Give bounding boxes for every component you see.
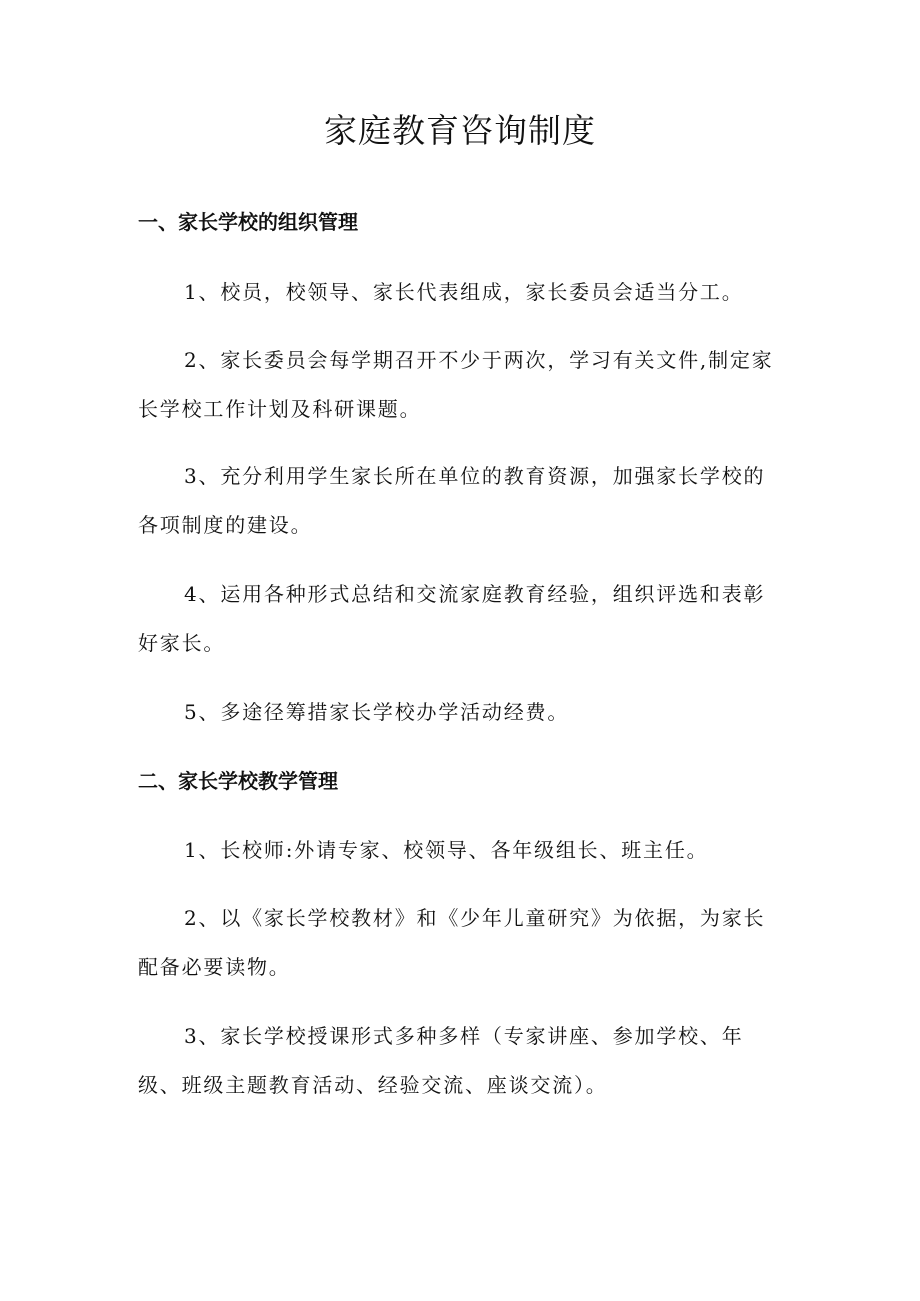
document-title: 家庭教育咨询制度 <box>324 111 596 150</box>
section-2-item-3: 3、家长学校授课形式多种多样（专家讲座、参加学校、年级、班级主题教育活动、经验交流、座谈交流）。 <box>138 1024 744 1097</box>
section-2-item-2: 2、以《家长学校教材》和《少年儿童研究》为依据，为家长配备必要读物。 <box>138 906 766 979</box>
section-1-item-3: 3、充分利用学生家长所在单位的教育资源，加强家长学校的各项制度的建设。 <box>138 464 766 537</box>
section-1-item-1: 1、校员，校领导、家长代表组成，家长委员会适当分工。 <box>184 280 744 304</box>
section-1-item-5: 5、多途径筹措家长学校办学活动经费。 <box>184 700 570 724</box>
section-1-item-4: 4、运用各种形式总结和交流家庭教育经验，组织评选和表彰好家长。 <box>138 582 766 655</box>
section-heading-teaching: 二、家长学校教学管理 <box>138 769 338 793</box>
section-heading-organization: 一、家长学校的组织管理 <box>138 210 358 234</box>
section-1-item-2: 2、家长委员会每学期召开不少于两次，学习有关文件,制定家长学校工作计划及科研课题。 <box>138 348 774 421</box>
section-2-item-1: 1、长校师:外请专家、校领导、各年级组长、班主任。 <box>184 838 709 862</box>
